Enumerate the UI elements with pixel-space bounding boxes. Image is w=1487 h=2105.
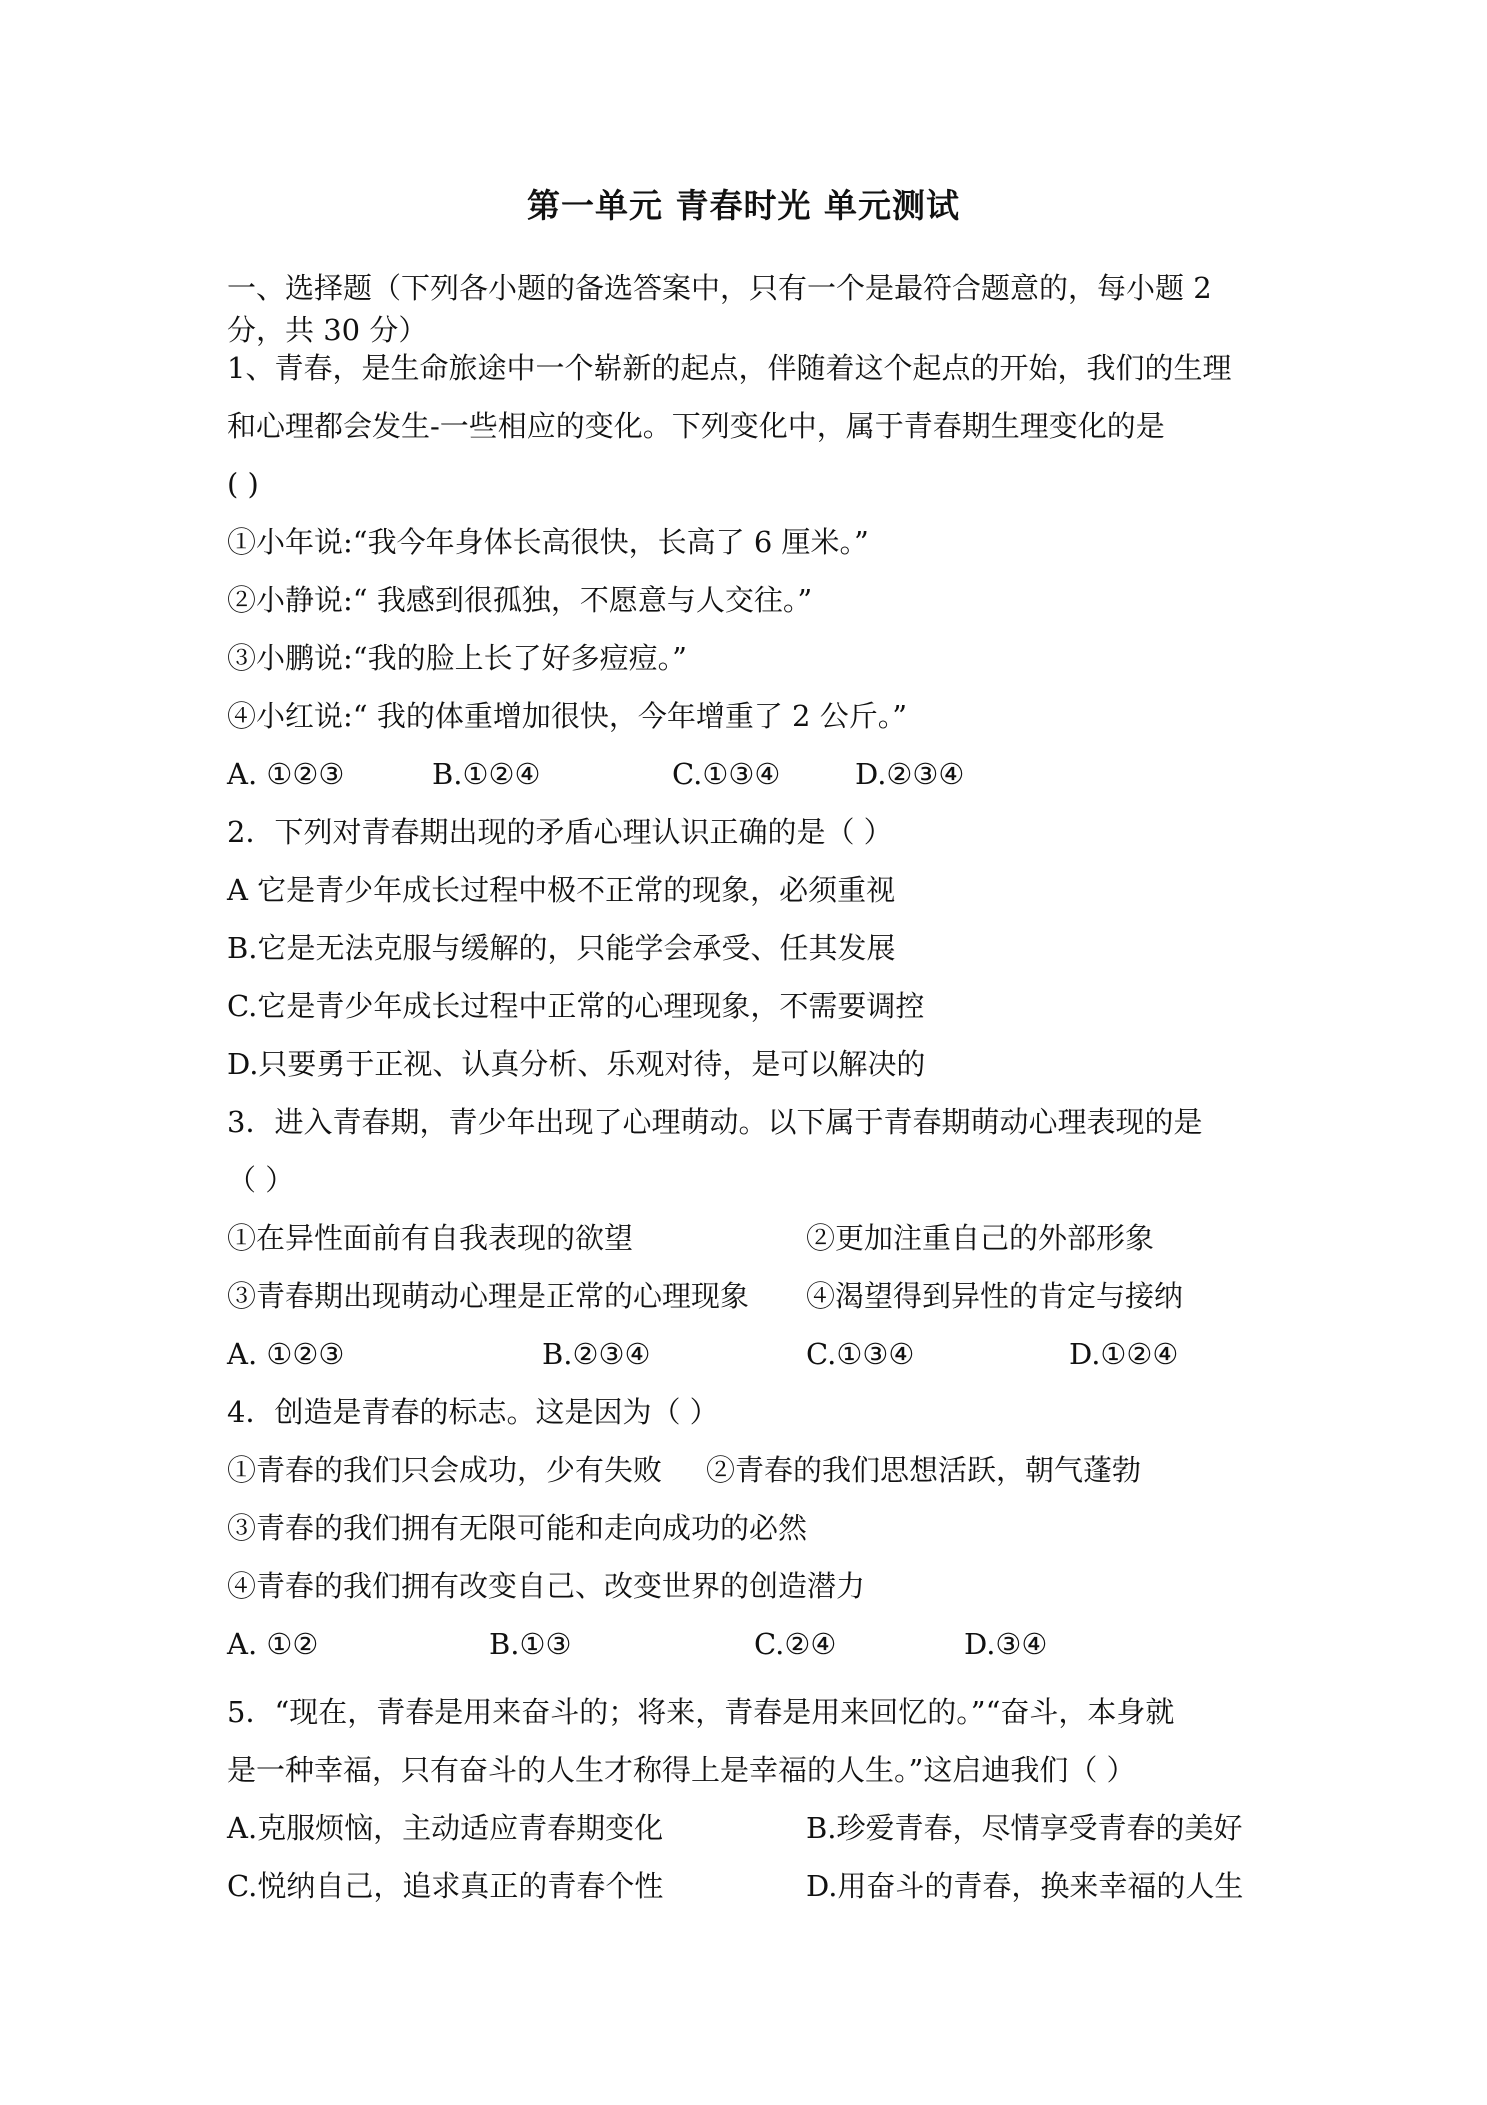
q1-item: ③小鹏说:“我的脸上长了好多痘痘。” — [227, 641, 687, 675]
q4-stem: 4．创造是青春的标志。这是因为（ ） — [227, 1395, 719, 1429]
q3-item: ④渴望得到异性的肯定与接纳 — [806, 1279, 1184, 1313]
q3-option-d: D.①②④ — [1069, 1337, 1179, 1371]
q1-item: ①小年说:“我今年身体长高很快，长高了 6 厘米。” — [227, 525, 869, 559]
q3-item: ①在异性面前有自我表现的欲望 — [227, 1221, 634, 1255]
q1-option-b: B.①②④ — [432, 757, 541, 791]
q4-item: ①青春的我们只会成功，少有失败 — [227, 1453, 663, 1487]
q5-stem-line1: 5．“现在，青春是用来奋斗的；将来，青春是用来回忆的。”“奋斗，本身就 — [227, 1695, 1175, 1729]
q4-item: ②青春的我们思想活跃，朝气蓬勃 — [706, 1453, 1142, 1487]
q3-option-c: C.①③④ — [806, 1337, 915, 1371]
q5-option-a: A.克服烦恼，主动适应青春期变化 — [227, 1811, 664, 1845]
q1-item: ④小红说:“ 我的体重增加很快，今年增重了 2 公斤。” — [227, 699, 908, 733]
q1-option-a: A. ①②③ — [227, 757, 345, 791]
q3-item: ③青春期出现萌动心理是正常的心理现象 — [227, 1279, 750, 1313]
q2-option-b: B.它是无法克服与缓解的，只能学会承受、任其发展 — [227, 931, 896, 965]
q3-option-a: A. ①②③ — [227, 1337, 345, 1371]
q2-option-c: C.它是青少年成长过程中正常的心理现象，不需要调控 — [227, 989, 925, 1023]
q4-option-c: C.②④ — [754, 1627, 837, 1661]
q2-option-a: A 它是青少年成长过程中极不正常的现象，必须重视 — [227, 873, 896, 907]
q1-item: ②小静说:“ 我感到很孤独，不愿意与人交往。” — [227, 583, 813, 617]
q3-option-b: B.②③④ — [542, 1337, 651, 1371]
section-instruction-line2: 分，共 30 分） — [227, 313, 428, 347]
q2-stem: 2．下列对青春期出现的矛盾心理认识正确的是（ ） — [227, 815, 893, 849]
q1-stem-line1: 1、青春，是生命旅途中一个崭新的起点，伴随着这个起点的开始，我们的生理 — [227, 351, 1232, 385]
q5-option-d: D.用奋斗的青春，换来幸福的人生 — [806, 1869, 1244, 1903]
q1-option-d: D.②③④ — [855, 757, 965, 791]
q4-option-a: A. ①② — [227, 1627, 319, 1661]
q5-stem-line2: 是一种幸福，只有奋斗的人生才称得上是幸福的人生。”这启迪我们（ ） — [227, 1753, 1136, 1787]
q4-item: ④青春的我们拥有改变自己、改变世界的创造潜力 — [227, 1569, 866, 1603]
q3-item: ②更加注重自己的外部形象 — [806, 1221, 1155, 1255]
q1-answer-blank: ( ) — [227, 467, 259, 501]
page-title: 第一单元 青春时光 单元测试 — [527, 186, 960, 225]
q4-option-b: B.①③ — [489, 1627, 572, 1661]
q5-option-c: C.悦纳自己，追求真正的青春个性 — [227, 1869, 664, 1903]
q2-option-d: D.只要勇于正视、认真分析、乐观对待，是可以解决的 — [227, 1047, 926, 1081]
q4-option-d: D.③④ — [964, 1627, 1048, 1661]
q1-option-c: C.①③④ — [672, 757, 781, 791]
q4-item: ③青春的我们拥有无限可能和走向成功的必然 — [227, 1511, 808, 1545]
q1-stem-line2: 和心理都会发生-一些相应的变化。下列变化中，属于青春期生理变化的是 — [227, 409, 1165, 443]
section-instruction-line1: 一、选择题（下列各小题的备选答案中，只有一个是最符合题意的，每小题 2 — [227, 271, 1212, 305]
q5-option-b: B.珍爱青春，尽情享受青春的美好 — [806, 1811, 1243, 1845]
q3-stem-line1: 3．进入青春期，青少年出现了心理萌动。以下属于青春期萌动心理表现的是 — [227, 1105, 1203, 1139]
q3-answer-blank: （ ） — [227, 1163, 295, 1197]
